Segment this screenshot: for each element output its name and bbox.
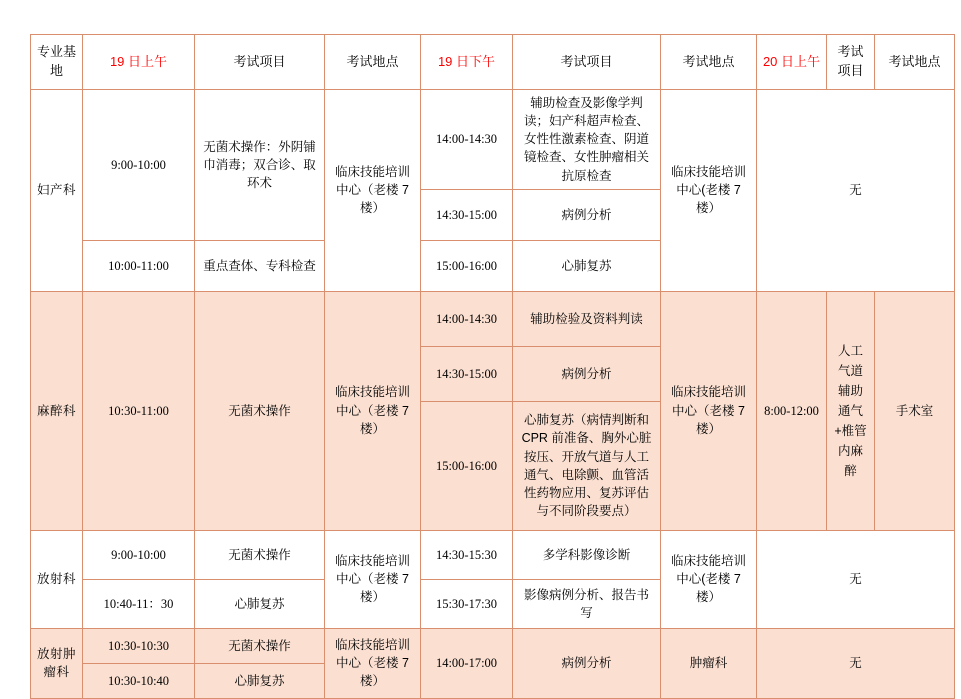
obstetrics-pm-time-1: 14:00-14:30	[421, 90, 513, 190]
obstetrics-pm-time-3: 15:00-16:00	[421, 240, 513, 291]
radonc-am-place: 临床技能培训中心（老楼 7 楼）	[325, 628, 421, 698]
row-base-radiology: 放射科	[31, 530, 83, 628]
radiology-day20: 无	[757, 530, 955, 628]
radonc-day20: 无	[757, 628, 955, 698]
radonc-am-item-2: 心肺复苏	[195, 663, 325, 698]
anesthesia-pm-item-2: 病例分析	[513, 346, 661, 401]
header-cell-item-am: 考试项目	[195, 35, 325, 90]
header-cell-place-am: 考试地点	[325, 35, 421, 90]
radiology-am-place: 临床技能培训中心（老楼 7 楼）	[325, 530, 421, 628]
radiology-pm-time-2: 15:30-17:30	[421, 579, 513, 628]
header-cell-day19-am: 19 日上午	[83, 35, 195, 90]
exam-schedule-table	[30, 34, 955, 699]
obstetrics-am-item-1: 无菌术操作：外阴铺巾消毒；双合诊、取环术	[195, 90, 325, 241]
obstetrics-am-time-2: 10:00-11:00	[83, 240, 195, 291]
table-row	[31, 291, 955, 346]
radiology-pm-item-2: 影像病例分析、报告书写	[513, 579, 661, 628]
header-cell-day19-pm: 19 日下午	[421, 35, 513, 90]
radonc-pm-place: 肿瘤科	[661, 628, 757, 698]
anesthesia-pm-time-1: 14:00-14:30	[421, 291, 513, 346]
row-base-obstetrics: 妇产科	[31, 90, 83, 292]
obstetrics-pm-item-1: 辅助检查及影像学判读；妇产科超声检查、女性性激素检查、阴道镜检查、女性肿瘤相关抗原检查	[513, 90, 661, 190]
table-body	[31, 90, 955, 699]
header-cell-day20-am: 20 日上午	[757, 35, 827, 90]
radiology-am-item-1: 无菌术操作	[195, 530, 325, 579]
radiology-am-item-2: 心肺复苏	[195, 579, 325, 628]
anesthesia-pm-time-2: 14:30-15:00	[421, 346, 513, 401]
radiology-pm-place: 临床技能培训中心(老楼 7 楼）	[661, 530, 757, 628]
table-row	[31, 628, 955, 663]
anesthesia-am-time-1: 10:30-11:00	[83, 291, 195, 530]
header-cell-item-day20: 考试项目	[827, 35, 875, 90]
table-row	[31, 530, 955, 579]
header-cell-place-day20: 考试地点	[875, 35, 955, 90]
anesthesia-day20-item: 人工气道辅助通气+椎管内麻醉	[827, 291, 875, 530]
radonc-pm-time-1: 14:00-17:00	[421, 628, 513, 698]
obstetrics-pm-place: 临床技能培训中心(老楼 7 楼）	[661, 90, 757, 292]
anesthesia-pm-item-3: 心肺复苏（病情判断和 CPR 前准备、胸外心脏按压、开放气道与人工通气、电除颤、血管活性药物应用、复苏评估与不同阶段要点）	[513, 401, 661, 530]
header-row	[31, 35, 955, 90]
anesthesia-am-place: 临床技能培训中心（老楼 7 楼）	[325, 291, 421, 530]
obstetrics-am-place: 临床技能培训中心（老楼 7 楼）	[325, 90, 421, 292]
radiology-am-time-2: 10:40-11：30	[83, 579, 195, 628]
obstetrics-pm-time-2: 14:30-15:00	[421, 189, 513, 240]
table-row	[31, 90, 955, 190]
radiology-pm-item-1: 多学科影像诊断	[513, 530, 661, 579]
radonc-am-item-1: 无菌术操作	[195, 628, 325, 663]
radonc-pm-item-1: 病例分析	[513, 628, 661, 698]
anesthesia-am-item-1: 无菌术操作	[195, 291, 325, 530]
anesthesia-pm-time-3: 15:00-16:00	[421, 401, 513, 530]
anesthesia-day20-place: 手术室	[875, 291, 955, 530]
table-header	[31, 35, 955, 90]
row-base-anesthesia: 麻醉科	[31, 291, 83, 530]
header-cell-base: 专业基地	[31, 35, 83, 90]
anesthesia-pm-place: 临床技能培训中心（老楼 7 楼）	[661, 291, 757, 530]
radiology-pm-time-1: 14:30-15:30	[421, 530, 513, 579]
radiology-am-time-1: 9:00-10:00	[83, 530, 195, 579]
row-base-radiation-oncology: 放射肿瘤科	[31, 628, 83, 698]
obstetrics-pm-item-2: 病例分析	[513, 189, 661, 240]
anesthesia-day20-time: 8:00-12:00	[757, 291, 827, 530]
radonc-am-time-1: 10:30-10:30	[83, 628, 195, 663]
obstetrics-am-time-1: 9:00-10:00	[83, 90, 195, 241]
obstetrics-am-item-2: 重点查体、专科检查	[195, 240, 325, 291]
obstetrics-day20: 无	[757, 90, 955, 292]
obstetrics-pm-item-3: 心肺复苏	[513, 240, 661, 291]
header-cell-item-pm: 考试项目	[513, 35, 661, 90]
anesthesia-pm-item-1: 辅助检验及资料判读	[513, 291, 661, 346]
header-cell-place-pm: 考试地点	[661, 35, 757, 90]
radonc-am-time-2: 10:30-10:40	[83, 663, 195, 698]
